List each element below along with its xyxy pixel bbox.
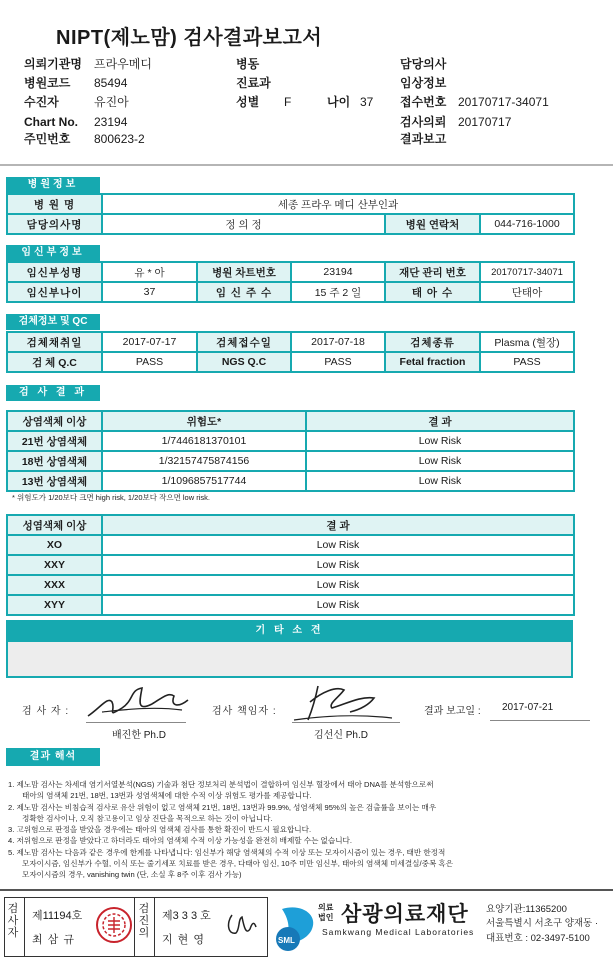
item-text: 모자이시즘의 경우, vanishing twin (단, 소실 후 8주 이후 검사 가능) <box>22 870 242 880</box>
fetal-fraction: PASS <box>480 352 574 372</box>
result-value: Low Risk <box>102 595 574 615</box>
report-title: NIPT(제노맘) 검사결과보고서 <box>56 27 323 49</box>
header-divider <box>0 164 613 166</box>
org-address: 서울특별시 서초구 양재동 · <box>486 918 599 929</box>
cell-label: 병원 차트번호 <box>197 262 291 282</box>
cell-label: 임 신 주 수 <box>197 282 291 302</box>
chromosome-label: XXX <box>7 575 102 595</box>
ngs-qc: PASS <box>291 352 385 372</box>
chief-label: 검사 책임자 : <box>212 706 277 717</box>
cell-label: 임신부나이 <box>7 282 102 302</box>
item-number: 4. <box>8 836 15 846</box>
signature-line <box>86 722 186 723</box>
org-prefix-line: 법인 <box>318 913 334 922</box>
report-date: 2017-07-21 <box>502 702 554 713</box>
interpretation-item <box>8 802 578 825</box>
sml-logo-icon <box>272 901 322 951</box>
gestation-weeks: 15 주 2 일 <box>291 282 385 302</box>
signature-line <box>292 722 400 723</box>
cell-label: 병원 연락처 <box>385 214 480 234</box>
results-heading: 검 사 결 과 <box>6 385 100 401</box>
table-row <box>7 431 574 451</box>
chromosome-label: 21번 상염색체 <box>7 431 102 451</box>
specimen-info-heading: 검체정보 및 QC <box>6 314 100 330</box>
info-label: 나이 <box>327 95 351 109</box>
tester-label: 검 사 자 : <box>22 706 70 717</box>
cell-label: 병 원 명 <box>7 194 102 214</box>
item-text: 고위험으로 판정을 받았을 경우에는 태아의 염색체 검사를 통한 확진이 반드시 필요합니다. <box>16 825 312 835</box>
table-row <box>7 555 574 575</box>
tester-name: 배진한 Ph.D <box>112 730 166 741</box>
risk-note: * 위험도가 1/20보다 크면 high risk, 1/20보다 작으면 low risk. <box>12 493 210 502</box>
doctor-name: 정 의 정 <box>102 214 385 234</box>
info-value: 800623-2 <box>94 132 145 146</box>
item-text: 모자이시즘, 임신부가 수혈, 이식 또는 줄기세포 치료를 받은 경우, 다태아 임신, 10주 미만 임신부, 태아의 염색체 미세결실/중복 혹은 <box>22 859 454 869</box>
pregnant-name: 유 * 아 <box>102 262 197 282</box>
risk-value: 1/32157475874156 <box>102 451 306 471</box>
specimen-type: Plasma (혈장) <box>480 332 574 352</box>
interpretation-item <box>8 847 578 881</box>
misc-findings-heading: 기 타 소 견 <box>6 620 573 642</box>
info-label: 병동 <box>236 57 260 71</box>
item-number: 3. <box>8 825 15 835</box>
risk-value: 1/7446181370101 <box>102 431 306 451</box>
info-value: 프라우메디 <box>94 57 152 71</box>
item-number: 5. <box>8 847 15 857</box>
specimen-qc: PASS <box>102 352 197 372</box>
logo-text: SML <box>278 936 295 945</box>
autosome-results-table <box>6 410 575 492</box>
info-value: F <box>284 95 292 109</box>
divider <box>24 897 25 957</box>
org-phone: 대표번호 : 02-3497-5100 <box>486 933 590 944</box>
info-label: 진료과 <box>236 76 271 90</box>
info-label: Chart No. <box>24 115 78 129</box>
info-label: 검사의뢰 <box>400 115 447 129</box>
item-text: 태아의 염색체 21번, 18번, 13번과 성염색체에 대한 수적 이상 위험도 평가를 제공합니다. <box>22 791 312 801</box>
org-prefix-line: 의료 <box>318 903 334 912</box>
info-value: 37 <box>360 95 374 109</box>
item-number: 2. <box>8 802 15 812</box>
col-header: 결 과 <box>102 515 574 535</box>
management-number: 20170717-34071 <box>480 262 574 282</box>
info-label: 주민번호 <box>24 132 71 146</box>
info-value: 20170717-34071 <box>458 95 549 109</box>
result-value: Low Risk <box>102 535 574 555</box>
chart-number: 23194 <box>291 262 385 282</box>
sex-chromosome-table <box>6 514 575 616</box>
misc-findings-box <box>6 642 573 678</box>
divider <box>154 897 155 957</box>
interpretation-item <box>8 835 578 846</box>
signature-line <box>490 720 590 721</box>
item-text: 제노맘 검사는 비침습적 검사로 유산 위험이 없고 염색체 21번, 18번, 13번과 99.9%, 성염색체 95%의 높은 검출률을 보이는 매우 <box>16 802 437 812</box>
info-label: 접수번호 <box>400 95 447 109</box>
pregnant-info-heading: 임신부정보 <box>6 245 100 261</box>
item-text: 제노맘 검사는 차세대 염기서열분석(NGS) 기술과 첨단 정보처리 분석법이 결합하여 임신부 혈장에서 태아 DNA를 분석함으로써 <box>16 780 434 789</box>
info-label: 수진자 <box>24 95 59 109</box>
cell-label: 임신부성명 <box>7 262 102 282</box>
pregnant-age: 37 <box>102 282 197 302</box>
info-value: 23194 <box>94 115 128 129</box>
org-name: 삼광의료재단 <box>341 903 469 926</box>
col-header: 상염색체 이상 <box>7 411 102 431</box>
institution-code: 요양기관:11365200 <box>486 904 567 915</box>
info-label: 병원코드 <box>24 76 71 90</box>
chief-signature <box>288 680 400 726</box>
interpretation-item <box>8 779 578 802</box>
tester-signature <box>82 682 194 724</box>
seal-stamp-icon <box>94 905 134 945</box>
head-signature <box>220 905 260 945</box>
divider <box>134 897 135 957</box>
cell-label: 검체채취일 <box>7 332 102 352</box>
hospital-info-table <box>6 193 575 235</box>
info-label: 성별 <box>236 95 260 109</box>
chromosome-label: XO <box>7 535 102 555</box>
info-label: 임상정보 <box>400 76 447 90</box>
info-value: 유진아 <box>94 95 129 109</box>
table-row <box>7 595 574 615</box>
cell-label: 검 체 Q.C <box>7 352 102 372</box>
specimen-info-table <box>6 331 575 373</box>
item-text: 제노맘 검사는 다음과 같은 경우에 한계를 나타냅니다: 임신부가 해당 염색체의 수적 이상 또는 모자이시즘이 있는 경우, 태반 한정적 <box>16 847 446 857</box>
info-value: 20170717 <box>458 115 512 129</box>
item-text: 정확한 검사이나, 오직 참고용이고 임상 진단을 목적으로 하는 것이 아닙니다. <box>22 813 273 823</box>
cell-label: Fetal fraction <box>385 352 480 372</box>
cell-label: 검체종류 <box>385 332 480 352</box>
table-row <box>7 575 574 595</box>
fetus-count: 단태아 <box>480 282 574 302</box>
hospital-info-heading: 병원정보 <box>6 177 100 193</box>
cell-label: 재단 관리 번호 <box>385 262 480 282</box>
head-vertical-label: 검진의 <box>138 903 150 939</box>
info-value: 85494 <box>94 76 128 90</box>
cell-label: NGS Q.C <box>197 352 291 372</box>
org-name-en: Samkwang Medical Laboratories <box>322 927 475 937</box>
item-text: 저위험으로 판정을 받았다고 하더라도 태아의 염색체 수적 이상 가능성을 완전히 배제할 수는 없습니다. <box>16 836 352 846</box>
receive-date: 2017-07-18 <box>291 332 385 352</box>
footer <box>0 889 613 960</box>
result-value: Low Risk <box>306 451 574 471</box>
chromosome-label: XYY <box>7 595 102 615</box>
table-row <box>7 471 574 491</box>
result-value: Low Risk <box>102 555 574 575</box>
interpretation-heading: 결과 해석 <box>6 748 100 766</box>
cell-label: 담당의사명 <box>7 214 102 234</box>
interpretation-item <box>8 824 578 835</box>
chief-name: 김선신 Ph.D <box>314 730 368 741</box>
head-signer: 지 현 영 <box>162 934 205 946</box>
info-label: 담당의사 <box>400 57 447 71</box>
risk-value: 1/1096857517744 <box>102 471 306 491</box>
org-prefix <box>318 903 333 923</box>
table-row <box>7 535 574 555</box>
collect-date: 2017-07-17 <box>102 332 197 352</box>
result-value: Low Risk <box>306 471 574 491</box>
info-label: 의뢰기관명 <box>24 57 82 71</box>
interpretation-list <box>8 779 578 881</box>
cell-label: 태 아 수 <box>385 282 480 302</box>
report-date-label: 결과 보고일 : <box>424 706 481 717</box>
col-header: 결 과 <box>306 411 574 431</box>
tester-vertical-label: 검사자 <box>7 903 19 939</box>
tester-license: 제11194호 <box>32 910 83 922</box>
result-value: Low Risk <box>102 575 574 595</box>
chromosome-label: 13번 상염색체 <box>7 471 102 491</box>
table-row <box>7 451 574 471</box>
col-header: 위험도* <box>102 411 306 431</box>
cell-label: 검체접수일 <box>197 332 291 352</box>
item-number: 1. <box>8 780 15 789</box>
result-value: Low Risk <box>306 431 574 451</box>
hospital-phone: 044-716-1000 <box>480 214 574 234</box>
col-header: 성염색체 이상 <box>7 515 102 535</box>
tester-signer: 최 삼 규 <box>32 934 75 946</box>
chromosome-label: XXY <box>7 555 102 575</box>
head-license: 제3 3 3 호 <box>162 910 211 922</box>
hospital-name: 세종 프라우 메디 산부인과 <box>102 194 574 214</box>
pregnant-info-table <box>6 261 575 303</box>
info-label: 결과보고 <box>400 132 447 146</box>
chromosome-label: 18번 상염색체 <box>7 451 102 471</box>
